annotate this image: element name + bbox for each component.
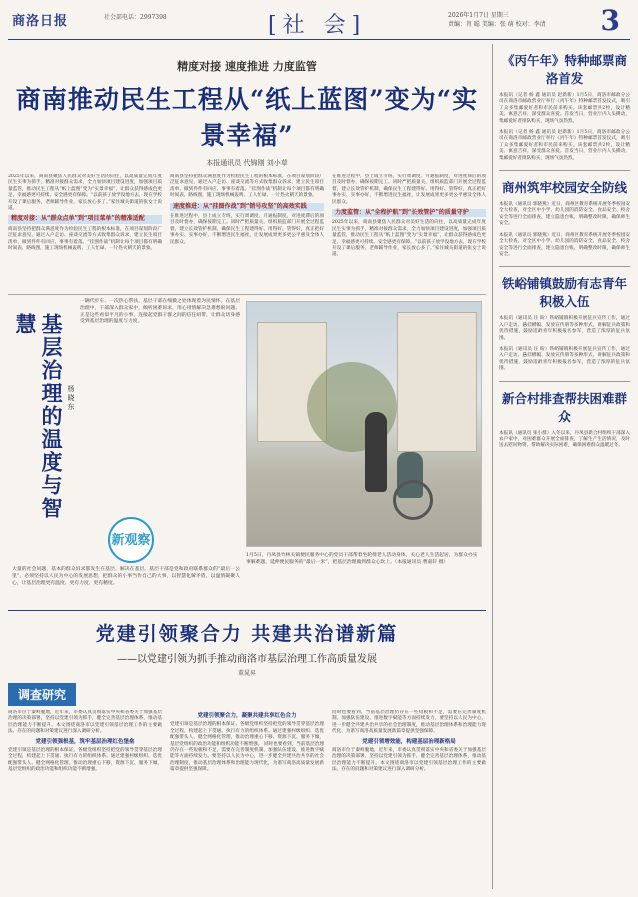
sidebar-headline-4: 新合村排查帮扶困难群众	[501, 390, 627, 424]
photo-caption: 1月5日，丹凤县竹林关镇便民服务中心的党员干部帮着坐轮椅老人活动身体，关心老人生活起居，为群众办实事解难题，延伸便民服务的“最后一米”，把基层治理做到群众心坎上。（本报通讯员 曹嘉轩 摄）	[246, 553, 478, 565]
lead-body	[8, 174, 486, 286]
lead-col-1: 2025年以来，商南县聚焦人民群众对美好生活的向往，以高质量完成年度民生实事为抓手，精准对接群众需求，全力加快项目建设进度，加强项目质量监管，推动民生工程从“纸上蓝图”变为“实景幸福”，让群众获得感成色更足、幸福感更可持续、安全感更有保障。“以前孩子放学没地方去，现在学校开设了课后服务，老师辅导作业，家长放心多了。”家住城关街道的张女士说道。 精度对接：从“群众点单”到“项目菜单”的精准适配 商南县坚持把群众满意度作为检验民生工程的根本标准，在项目谋划阶段广泛征求意见，通过入户走访、座谈交流等方式收集群众诉求，建立民生项目清单，做到件件有回应、事事有着落。“挂图作战”机制让每个项目都有明确时间表、路线图，施工现场机械轰鸣、工人忙碌，一片热火朝天的景象。	[8, 174, 162, 252]
party-building-article	[8, 610, 486, 897]
section2-subhead-2: 党建引领聚合力，凝聚共建共享红色合力	[197, 713, 297, 719]
lead-col-2: 商南县坚持把群众满意度作为检验民生工程的根本标准，在项目谋划阶段广泛征求意见，通过入户走访、座谈交流等方式收集群众诉求，建立民生项目清单，做到件件有回应、事事有着落。“挂图作战”机制让每个项目都有明确时间表、路线图，施工现场机械轰鸣、工人忙碌，一片热火朝天的景象。 速度推进：从“挂图作战”到“销号攻坚”的高效实践 在推进过程中，县上成立专班，实行周调度、月通报制度，对进度滞后的项目及时督办，确保按期完工。同时严把质量关，组织质监部门开展全过程监督，建立长效管护机制，确保民生工程建得好、用得好、管得好，真正把好事办实、实事办好，不断增进民生福祉，让发展成果更多更公平惠及全体人民群众。	[170, 174, 324, 245]
sidebar-text-2b: 本报讯（通讯员 郭晓燕）近日，商州区教育系统开展冬季校园安全大检查，对全区中小学、幼儿园的消防安全、食品安全、校舍安全等进行全面排查，建立隐患台账，明确整改时限，确保师生安全。	[499, 232, 630, 257]
section2-subhead-1: 党建引领强根基，筑牢基层治理红色堡垒	[35, 738, 135, 745]
section2-col-2: 党建引领聚合力，凝聚共建共享红色合力 党建引领是基层治理的根本保证。各级党组织坚持把党的领导贯穿基层治理全过程，构建起上下贯通、执行有力的组织体系。通过建强村级组织、选优配强带头人、健全网格化管理，推动治理重心下移、资源下沉、服务下倾，基层党组织的政治功能和组织功能不断增强。 同时也要看到，当前基层治理仍存在一些短板和不足，需要在完善制度机制、加强队伍建设、推进数字赋能等方面持续发力。要坚持以人民为中心，进一步健全共建共治共享的社会治理制度，推动基层治理体系和治理能力现代化，为谱写商洛高质量发展新篇章提供坚强保障。	[170, 713, 324, 773]
newspaper-logo: 商洛日报	[12, 14, 69, 29]
standing-cadre	[365, 412, 387, 492]
section2-subheadline: ——以党建引领为抓手推动商洛市基层治理工作高质量发展	[117, 654, 377, 665]
lead-subhead-1: 精度对接：从“群众点单”到“项目菜单”的精准适配	[8, 215, 162, 223]
lead-subhead-3: 力度监管：从“全程护航”到“长效管护”的质量守护	[332, 209, 486, 217]
feature-body-lower: 大量的社会问题、基本的群众诉求都发生在基层、解决在基层。基层干部是党和政府联系群众的“最后一公里”，必须坚持以人民为中心的发展思想，把群众的小事当作自己的大事，以智慧化解矛盾，以温情凝聚人心，让基层治理更有温度、更有力度、更有精度。	[12, 567, 240, 586]
lead-col-3: 在推进过程中，县上成立专班，实行周调度、月通报制度，对进度滞后的项目及时督办，确保按期完工。同时严把质量关，组织质监部门开展全过程监督，建立长效管护机制，确保民生工程建得好、用得好、管得好，真正把好事办实、实事办好，不断增进民生福祉，让发展成果更多更公平惠及全体人民群众。 力度监管：从“全程护航”到“长效管护”的质量守护 2025年以来，商南县聚焦人民群众对美好生活的向往，以高质量完成年度民生实事为抓手，精准对接群众需求，全力加快项目建设进度，加强项目质量监管，推动民生工程从“纸上蓝图”变为“实景幸福”，让群众获得感成色更足、幸福感更可持续、安全感更有保障。“以前孩子放学没地方去，现在学校开设了课后服务，老师辅导作业，家长放心多了。”家住城关街道的张女士说道。	[332, 174, 486, 258]
section2-col-1: 商洛市位于秦岭腹地，近年来，市委认真贯彻落实中央和省委关于加强基层治理的决策部署，坚持以党建引领为抓手，健全完善基层治理体系，推动基层治理能力不断提升。本文围绕商洛市以党建引领基层治理工作的主要做法、存在的问题和对策建议进行深入调研分析。 党建引领强根基，筑牢基层治理红色堡垒 党建引领是基层治理的根本保证。各级党组织坚持把党的领导贯穿基层治理全过程，构建起上下贯通、执行有力的组织体系。通过建强村级组织、选优配强带头人、健全网格化管理，推动治理重心下移、资源下沉、服务下倾，基层党组织的政治功能和组织功能不断增强。	[8, 710, 162, 773]
sidebar-text-3b: 本报讯（通讯员 汪 盼）铁峪铺镇积极开展征兵宣传工作，通过入户走访、悬挂横幅、发放宣传册等多种形式，讲解征兵政策和优待措施，鼓励适龄青年积极报名参军，营造了浓厚的征兵氛围。	[499, 346, 630, 372]
sidebar	[492, 44, 630, 889]
sidebar-text-3: 本报讯（通讯员 汪 盼）铁峪铺镇积极开展征兵宣传工作，通过入户走访、悬挂横幅、发放宣传册等多种形式，讲解征兵政策和优待措施，鼓励适龄青年积极报名参军，营造了浓厚的征兵氛围。	[499, 316, 630, 341]
new-observation-badge: 新观察	[108, 517, 154, 563]
divider	[499, 266, 630, 267]
sidebar-headline-1: 《丙午年》特种邮票商洛首发	[501, 53, 627, 86]
lead-kicker: 精度对接 速度推进 力度监管	[177, 60, 317, 73]
feature-title: 基层治理的温度与智慧	[13, 313, 64, 520]
sidebar-headline-3: 铁峪铺镇鼓励有志青年积极入伍	[501, 276, 627, 310]
section2-subhead-3: 党建引领增效能，构建基层治理新格局	[362, 738, 456, 745]
sidebar-text-4: 本报讯（通讯员 张小群）入冬以来，丹凤县新合村组织干部深入农户家中，对困难群众开展全面排查，了解生产生活情况，及时送去慰问物资，帮助解决实际困难，确保困难群众温暖过冬。	[499, 430, 630, 449]
sidebar-text-1b: 本报讯（记者 杨 鑫 通讯员 赵新新）1月5日，商洛市邮政分公司在商洛市邮政营业厅举行《丙午年》特种邮票首发仪式，吸引了众多集邮爱好者和市民前来购买。该套邮票共2枚，设计精美、寓意吉祥，深受群众喜爱。首发当日，营业厅内人头攒动，集邮爱好者排队购买，现场气氛热烈。	[499, 130, 630, 161]
section2-byline: 董晁昇	[237, 670, 256, 677]
section2-body	[8, 710, 486, 897]
section-name: [社 会]	[268, 13, 367, 38]
sidebar-text-1: 本报讯（记者 杨 鑫 通讯员 赵新新）1月5日，商洛市邮政分公司在商洛市邮政营业厅举行《丙午年》特种邮票首发仪式，吸引了众多集邮爱好者和市民前来购买。该套邮票共2枚，设计精美、寓意吉祥，深受群众喜爱。首发当日，营业厅内人头攒动，集邮爱好者排队购买，现场气氛热烈。	[499, 93, 630, 124]
lead-subhead-2: 速度推进：从“挂图作战”到“销号攻坚”的高效实践	[170, 203, 324, 211]
news-photo	[246, 301, 482, 547]
page-number: 3	[600, 4, 620, 37]
wheelchair-wheel	[393, 480, 433, 520]
desk-phone: 社会部电话：2997398	[104, 14, 167, 21]
section2-col-3: 同时也要看到，当前基层治理仍存在一些短板和不足，需要在完善制度机制、加强队伍建设、推进数字赋能等方面持续发力。要坚持以人民为中心，进一步健全共建共治共享的社会治理制度，推动基层治理体系和治理能力现代化，为谱写商洛高质量发展新篇章提供坚强保障。 党建引领增效能，构建基层治理新格局 商洛市位于秦岭腹地，近年来，市委认真贯彻落实中央和省委关于加强基层治理的决策部署，坚持以党建引领为抓手，健全完善基层治理体系，推动基层治理能力不断提升。本文围绕商洛市以党建引领基层治理工作的主要做法、存在的问题和对策建议进行深入调研分析。	[332, 710, 486, 773]
publication-info	[448, 11, 588, 29]
publication-date: 2026年1月7日 星期三	[448, 12, 509, 19]
divider	[499, 170, 630, 171]
sidebar-headline-2: 商州筑牢校园安全防线	[501, 180, 627, 196]
feature-body-upper: 一辆代步车、一次热心帮扶，基层干部在细微之处体现着为民情怀。在基层治理中，干部深入群众家中，倾听困难诉求，用心用情解决急难愁盼问题。正是这些看似平凡的小事，连接起党群干群之间的信任纽带，让群众切身感受到基层治理的温度与力度。	[80, 299, 240, 325]
lead-headline: 商南推动民生工程从“纸上蓝图”变为“实景幸福”	[15, 85, 479, 150]
feature-author: 杨晓东	[67, 385, 75, 412]
editor-credits: 责编：肖 聪 美编：张 萌 校对：李清	[448, 21, 546, 28]
masthead	[8, 6, 630, 40]
building-right	[397, 312, 477, 452]
research-tag: 调查研究	[8, 683, 76, 706]
sidebar-text-2: 本报讯（通讯员 郭晓燕）近日，商州区教育系统开展冬季校园安全大检查，对全区中小学、幼儿园的消防安全、食品安全、校舍安全等进行全面排查，建立隐患台账，明确整改时限，确保师生安全。	[499, 202, 630, 227]
section2-headline: 党建引领聚合力 共建共治谱新篇	[95, 623, 399, 645]
feature-article	[8, 294, 486, 606]
divider	[499, 381, 630, 382]
main-column	[8, 44, 486, 897]
lead-byline: 本报通讯员 代锦刚 刘小草	[206, 159, 288, 167]
